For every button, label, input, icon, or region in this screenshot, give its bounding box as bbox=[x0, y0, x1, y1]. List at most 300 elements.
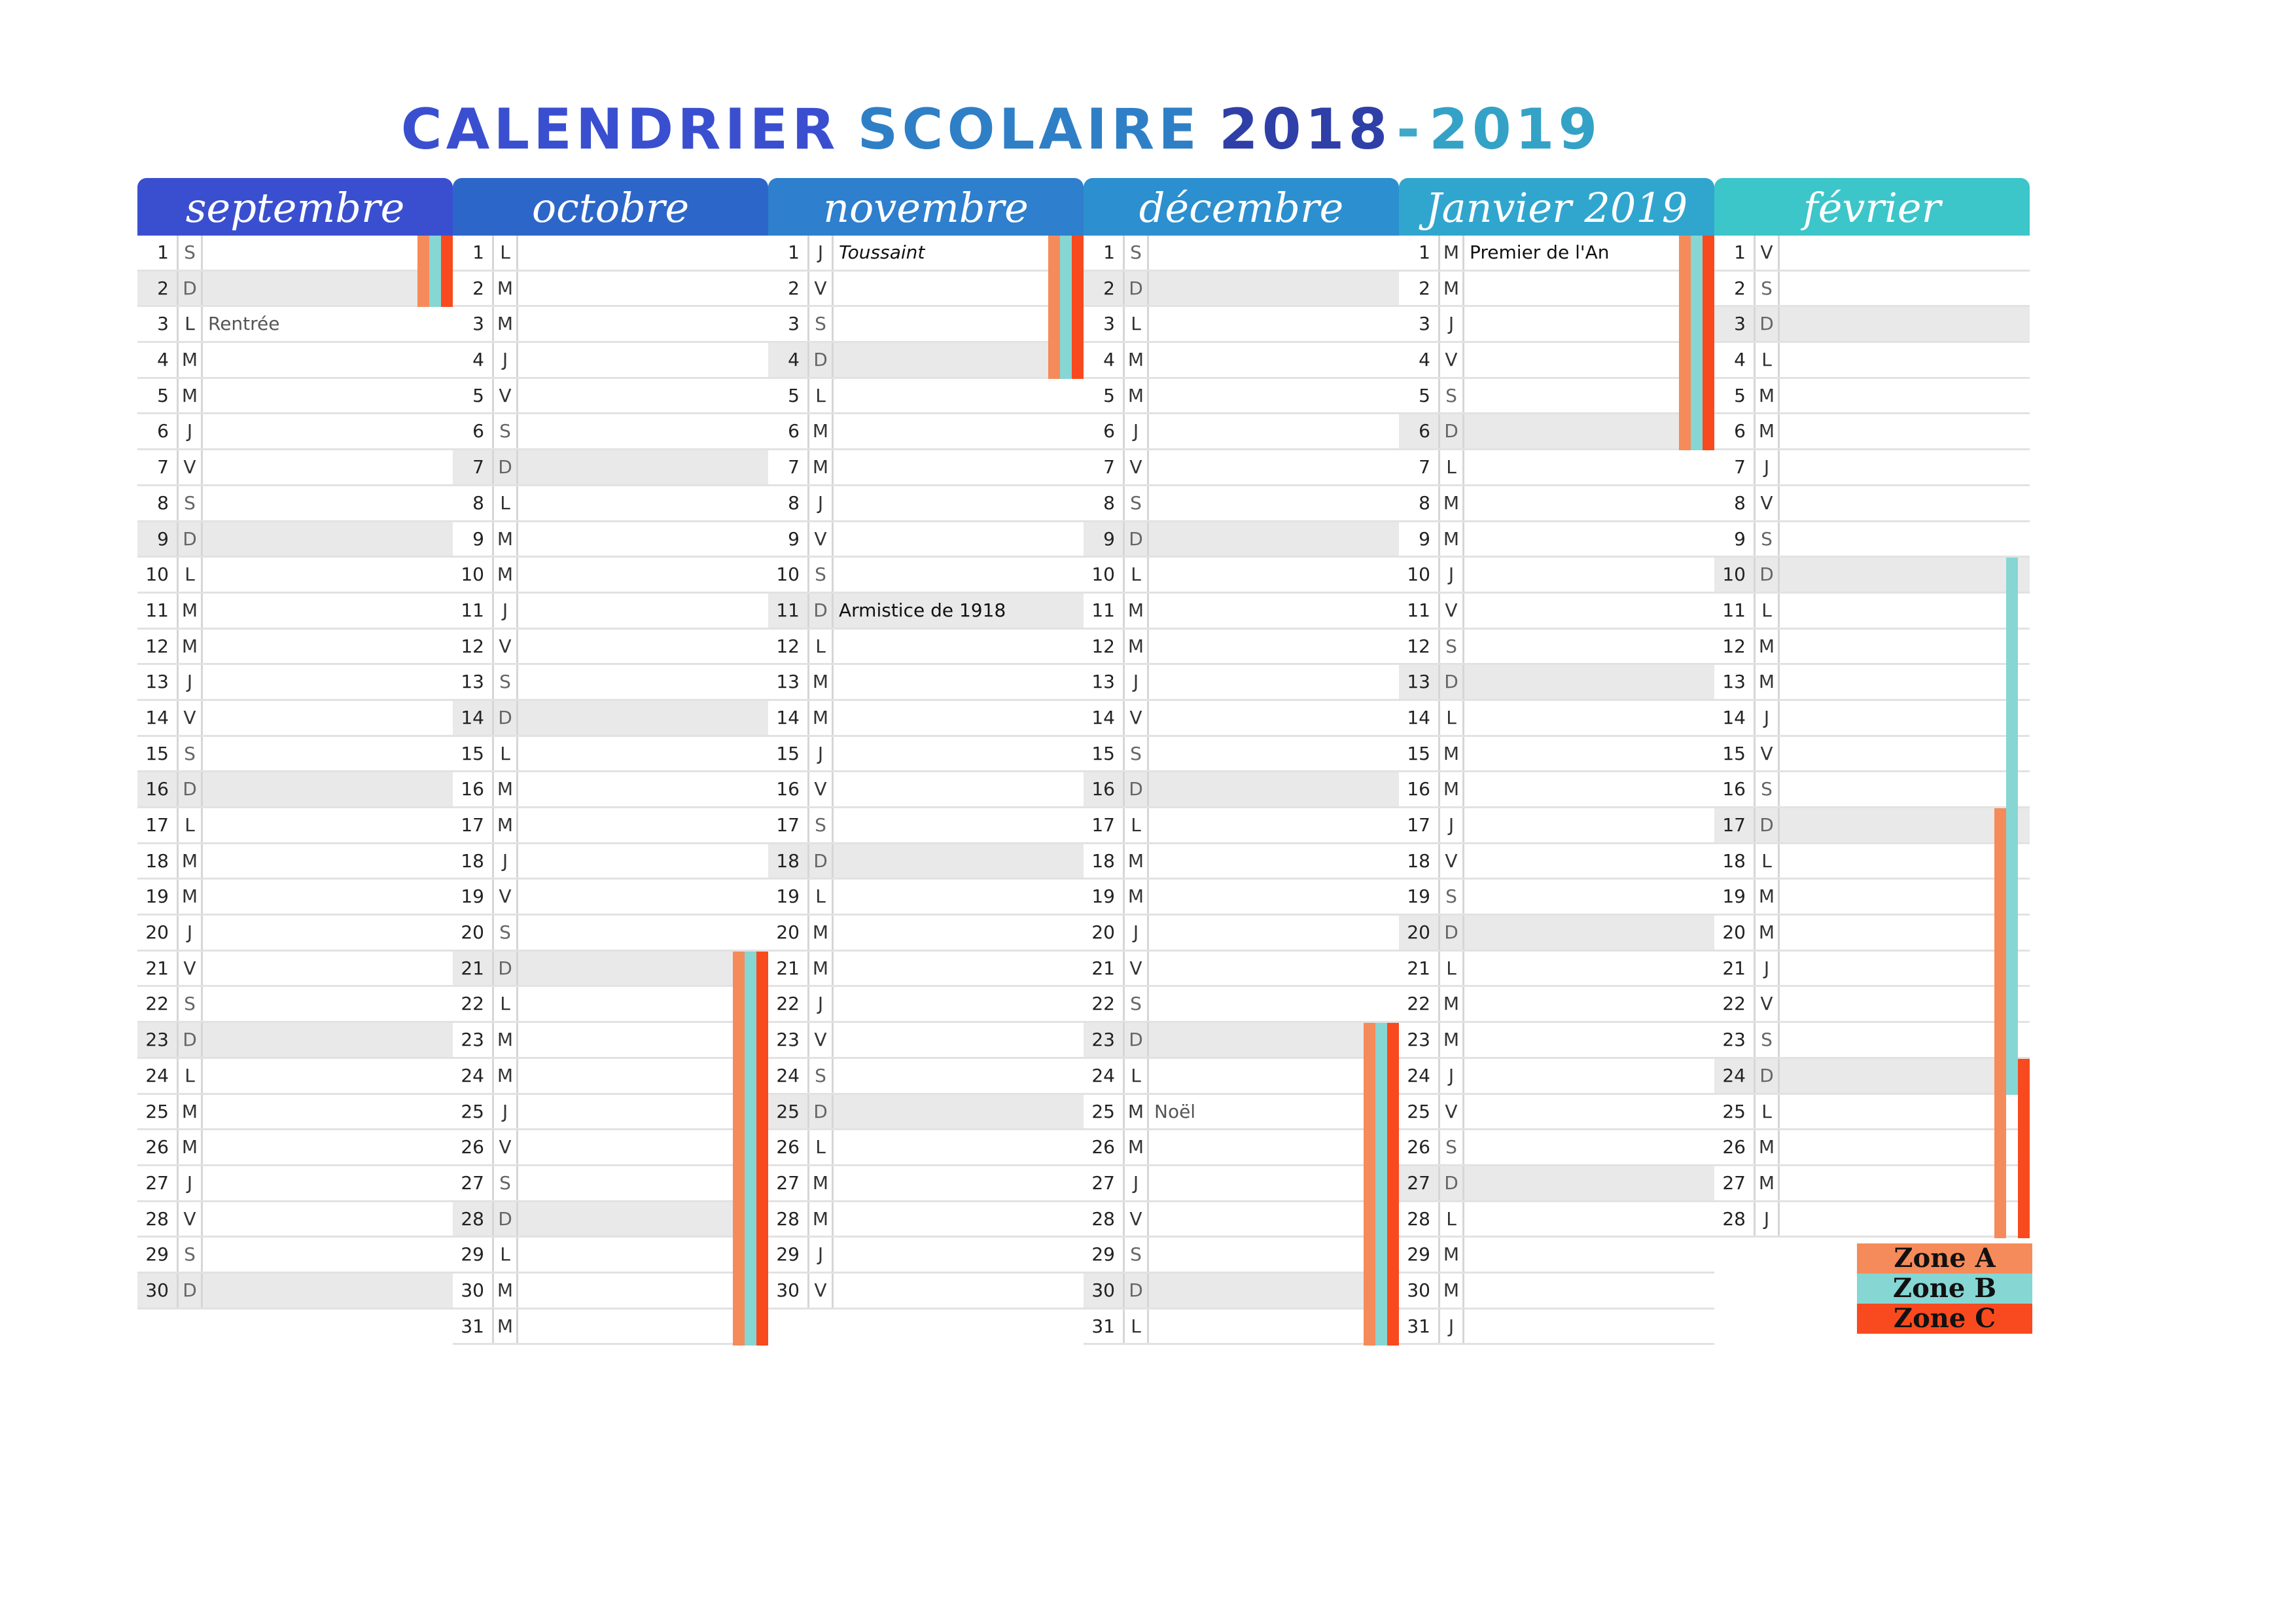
weekday-letter: J bbox=[1754, 952, 1780, 986]
day-row bbox=[1084, 1095, 1399, 1131]
day-row bbox=[1714, 414, 2030, 450]
weekday-letter: S bbox=[177, 1238, 203, 1272]
month-column-0 bbox=[137, 178, 453, 1310]
day-row bbox=[1084, 1130, 1399, 1166]
day-number: 10 bbox=[145, 563, 169, 586]
weekday-letter: M bbox=[807, 952, 834, 986]
weekday-letter: J bbox=[807, 737, 834, 771]
title-year-end: 2019 bbox=[1428, 97, 1602, 162]
day-number: 24 bbox=[1091, 1064, 1115, 1086]
day-row bbox=[137, 450, 453, 486]
day-number: 1 bbox=[472, 241, 484, 263]
day-number: 13 bbox=[1091, 671, 1115, 693]
day-number: 18 bbox=[1091, 849, 1115, 872]
day-number: 19 bbox=[1091, 885, 1115, 908]
day-row bbox=[1714, 701, 2030, 737]
day-number: 24 bbox=[145, 1064, 169, 1086]
day-row bbox=[1399, 844, 1714, 880]
holiday-bar-zb bbox=[745, 952, 756, 1346]
day-number: 6 bbox=[788, 420, 800, 442]
weekday-letter: S bbox=[1123, 1238, 1149, 1272]
day-number: 6 bbox=[1103, 420, 1115, 442]
day-row bbox=[1084, 414, 1399, 450]
day-row bbox=[1714, 450, 2030, 486]
day-number: 30 bbox=[145, 1279, 169, 1301]
weekday-letter: M bbox=[492, 307, 518, 341]
day-number: 5 bbox=[157, 384, 169, 406]
day-number: 24 bbox=[1722, 1064, 1746, 1086]
day-number: 21 bbox=[776, 957, 800, 979]
day-number: 3 bbox=[472, 313, 484, 335]
title-year-start: 2018 bbox=[1218, 97, 1392, 162]
weekday-letter: L bbox=[1438, 1202, 1464, 1236]
day-row bbox=[137, 701, 453, 737]
day-number: 13 bbox=[461, 671, 484, 693]
day-row bbox=[1399, 414, 1714, 450]
weekday-letter: L bbox=[492, 486, 518, 520]
weekday-letter: M bbox=[1754, 1130, 1780, 1164]
day-row bbox=[1399, 594, 1714, 630]
title-word-calendrier: CALENDRIER bbox=[400, 97, 839, 162]
day-event: Noël bbox=[1154, 1100, 1196, 1122]
weekday-letter: L bbox=[1123, 307, 1149, 341]
weekday-letter: M bbox=[177, 844, 203, 878]
day-number: 23 bbox=[1407, 1029, 1430, 1051]
day-row bbox=[1084, 844, 1399, 880]
weekday-letter: S bbox=[807, 558, 834, 592]
weekday-letter: D bbox=[1438, 1166, 1464, 1200]
day-number: 5 bbox=[788, 384, 800, 406]
day-row bbox=[1714, 1023, 2030, 1059]
day-number: 4 bbox=[157, 349, 169, 371]
weekday-letter: L bbox=[1123, 1310, 1149, 1344]
day-number: 29 bbox=[145, 1243, 169, 1266]
day-row bbox=[1399, 379, 1714, 415]
day-row bbox=[768, 772, 1084, 808]
weekday-letter: J bbox=[177, 916, 203, 950]
day-number: 27 bbox=[776, 1171, 800, 1194]
day-row bbox=[1084, 1274, 1399, 1310]
day-event: Toussaint bbox=[839, 241, 925, 263]
weekday-letter: S bbox=[1123, 737, 1149, 771]
day-number: 19 bbox=[461, 885, 484, 908]
day-row bbox=[1084, 952, 1399, 988]
weekday-letter: L bbox=[492, 737, 518, 771]
weekday-letter: L bbox=[177, 307, 203, 341]
weekday-letter: J bbox=[807, 486, 834, 520]
day-number: 7 bbox=[1419, 456, 1430, 478]
day-number: 2 bbox=[472, 277, 484, 299]
day-number: 25 bbox=[145, 1100, 169, 1122]
legend-zone-a: Zone A bbox=[1857, 1243, 2032, 1274]
weekday-letter: V bbox=[807, 522, 834, 556]
day-number: 12 bbox=[1407, 635, 1430, 657]
day-row bbox=[1084, 1238, 1399, 1274]
day-number: 31 bbox=[461, 1315, 484, 1337]
day-number: 27 bbox=[1722, 1171, 1746, 1194]
day-row bbox=[768, 808, 1084, 844]
day-row bbox=[1084, 987, 1399, 1023]
weekday-letter: D bbox=[1123, 772, 1149, 806]
weekday-letter: S bbox=[492, 916, 518, 950]
day-number: 21 bbox=[1407, 957, 1430, 979]
day-row bbox=[1714, 952, 2030, 988]
weekday-letter: M bbox=[807, 1202, 834, 1236]
day-list bbox=[768, 236, 1084, 1310]
weekday-letter: M bbox=[492, 1059, 518, 1093]
weekday-letter: V bbox=[1438, 1095, 1464, 1129]
weekday-letter: M bbox=[1438, 1023, 1464, 1057]
day-row bbox=[137, 343, 453, 379]
holiday-bar-zc bbox=[1072, 236, 1084, 379]
day-row bbox=[137, 844, 453, 880]
day-row bbox=[1399, 272, 1714, 308]
day-number: 25 bbox=[1091, 1100, 1115, 1122]
day-number: 25 bbox=[461, 1100, 484, 1122]
day-number: 18 bbox=[461, 849, 484, 872]
day-number: 30 bbox=[1091, 1279, 1115, 1301]
day-row bbox=[1084, 1166, 1399, 1202]
weekday-letter: J bbox=[807, 236, 834, 270]
day-number: 7 bbox=[788, 456, 800, 478]
day-row bbox=[453, 414, 768, 450]
day-row bbox=[137, 307, 453, 343]
day-row bbox=[768, 880, 1084, 916]
day-number: 17 bbox=[1722, 814, 1746, 836]
day-row bbox=[137, 1023, 453, 1059]
weekday-letter: J bbox=[1123, 916, 1149, 950]
day-row bbox=[1084, 594, 1399, 630]
day-row bbox=[453, 379, 768, 415]
day-number: 30 bbox=[776, 1279, 800, 1301]
day-number: 23 bbox=[145, 1029, 169, 1051]
weekday-letter: D bbox=[177, 272, 203, 306]
day-row bbox=[1084, 772, 1399, 808]
day-row bbox=[1714, 236, 2030, 272]
weekday-letter: M bbox=[1123, 844, 1149, 878]
day-row bbox=[1399, 307, 1714, 343]
weekday-letter: D bbox=[1438, 414, 1464, 448]
month-header: septembre bbox=[137, 178, 453, 236]
day-row bbox=[1399, 1095, 1714, 1131]
day-number: 19 bbox=[1407, 885, 1430, 908]
weekday-letter: M bbox=[492, 1310, 518, 1344]
day-number: 3 bbox=[1103, 313, 1115, 335]
weekday-letter: S bbox=[1438, 630, 1464, 664]
day-number: 3 bbox=[157, 313, 169, 335]
day-row bbox=[1714, 486, 2030, 522]
weekday-letter: S bbox=[1123, 236, 1149, 270]
weekday-letter: M bbox=[1123, 880, 1149, 914]
day-number: 21 bbox=[1722, 957, 1746, 979]
day-number: 16 bbox=[461, 778, 484, 800]
day-row bbox=[137, 1130, 453, 1166]
weekday-letter: J bbox=[1438, 307, 1464, 341]
title-word-scolaire: SCOLAIRE bbox=[857, 97, 1201, 162]
weekday-letter: M bbox=[1123, 1130, 1149, 1164]
weekday-letter: D bbox=[807, 1095, 834, 1129]
day-row bbox=[1084, 272, 1399, 308]
day-number: 18 bbox=[1722, 849, 1746, 872]
holiday-bar-za bbox=[1048, 236, 1060, 379]
day-number: 29 bbox=[461, 1243, 484, 1266]
day-number: 26 bbox=[1722, 1136, 1746, 1158]
day-number: 12 bbox=[776, 635, 800, 657]
day-row bbox=[1084, 737, 1399, 773]
day-row bbox=[453, 450, 768, 486]
legend-zone-c: Zone C bbox=[1857, 1304, 2032, 1334]
day-row bbox=[768, 630, 1084, 666]
day-row bbox=[768, 1059, 1084, 1095]
day-row bbox=[1714, 307, 2030, 343]
weekday-letter: M bbox=[177, 880, 203, 914]
day-row bbox=[768, 665, 1084, 701]
day-row bbox=[768, 450, 1084, 486]
weekday-letter: M bbox=[177, 630, 203, 664]
weekday-letter: M bbox=[1754, 880, 1780, 914]
weekday-letter: M bbox=[807, 701, 834, 735]
day-number: 2 bbox=[1103, 277, 1115, 299]
day-number: 16 bbox=[1407, 778, 1430, 800]
day-number: 16 bbox=[776, 778, 800, 800]
weekday-letter: M bbox=[492, 1274, 518, 1308]
weekday-letter: L bbox=[1754, 844, 1780, 878]
day-number: 23 bbox=[776, 1029, 800, 1051]
weekday-letter: J bbox=[177, 665, 203, 699]
day-row bbox=[1399, 343, 1714, 379]
day-number: 19 bbox=[1722, 885, 1746, 908]
weekday-letter: M bbox=[492, 522, 518, 556]
weekday-letter: V bbox=[807, 1023, 834, 1057]
day-row bbox=[137, 558, 453, 594]
holiday-bar-zb bbox=[2006, 558, 2018, 1095]
weekday-letter: L bbox=[492, 987, 518, 1021]
day-row bbox=[137, 1238, 453, 1274]
day-row bbox=[137, 1274, 453, 1310]
day-number: 10 bbox=[1722, 563, 1746, 586]
day-number: 8 bbox=[157, 491, 169, 514]
day-number: 26 bbox=[1091, 1136, 1115, 1158]
day-row bbox=[1399, 558, 1714, 594]
day-number: 11 bbox=[1091, 599, 1115, 621]
day-row bbox=[1714, 916, 2030, 952]
day-row bbox=[768, 522, 1084, 558]
weekday-letter: D bbox=[1123, 272, 1149, 306]
weekday-letter: V bbox=[1754, 236, 1780, 270]
day-number: 20 bbox=[145, 921, 169, 944]
weekday-letter: S bbox=[177, 737, 203, 771]
weekday-letter: M bbox=[1123, 1095, 1149, 1129]
day-number: 31 bbox=[1407, 1315, 1430, 1337]
day-number: 5 bbox=[1734, 384, 1746, 406]
day-number: 17 bbox=[145, 814, 169, 836]
weekday-letter: J bbox=[1123, 1166, 1149, 1200]
weekday-letter: M bbox=[1754, 630, 1780, 664]
weekday-letter: M bbox=[177, 594, 203, 628]
day-row bbox=[1399, 665, 1714, 701]
day-number: 21 bbox=[1091, 957, 1115, 979]
day-number: 11 bbox=[1407, 599, 1430, 621]
day-number: 27 bbox=[1091, 1171, 1115, 1194]
day-number: 21 bbox=[145, 957, 169, 979]
weekday-letter: V bbox=[492, 880, 518, 914]
holiday-bar-zb bbox=[1375, 1023, 1387, 1345]
weekday-letter: S bbox=[807, 1059, 834, 1093]
day-number: 8 bbox=[788, 491, 800, 514]
weekday-letter: L bbox=[1438, 952, 1464, 986]
day-row bbox=[453, 737, 768, 773]
day-number: 2 bbox=[1734, 277, 1746, 299]
day-row bbox=[768, 307, 1084, 343]
day-row bbox=[1399, 630, 1714, 666]
day-row bbox=[1084, 343, 1399, 379]
weekday-letter: V bbox=[177, 450, 203, 484]
day-row bbox=[137, 1059, 453, 1095]
day-number: 23 bbox=[461, 1029, 484, 1051]
weekday-letter: V bbox=[807, 772, 834, 806]
weekday-letter: J bbox=[492, 594, 518, 628]
day-number: 9 bbox=[1734, 527, 1746, 550]
day-number: 16 bbox=[1091, 778, 1115, 800]
day-row bbox=[1399, 808, 1714, 844]
day-number: 26 bbox=[1407, 1136, 1430, 1158]
weekday-letter: L bbox=[1438, 701, 1464, 735]
holiday-bar-za bbox=[733, 952, 745, 1346]
day-row bbox=[137, 665, 453, 701]
day-row bbox=[453, 272, 768, 308]
day-row bbox=[453, 630, 768, 666]
day-event: Armistice de 1918 bbox=[839, 599, 1006, 621]
day-row bbox=[1714, 1059, 2030, 1095]
holiday-bar-zb bbox=[429, 236, 441, 307]
day-number: 29 bbox=[1407, 1243, 1430, 1266]
day-number: 27 bbox=[461, 1171, 484, 1194]
weekday-letter: M bbox=[1438, 522, 1464, 556]
day-number: 6 bbox=[1419, 420, 1430, 442]
weekday-letter: S bbox=[492, 665, 518, 699]
weekday-letter: J bbox=[1754, 701, 1780, 735]
weekday-letter: M bbox=[807, 450, 834, 484]
day-number: 16 bbox=[145, 778, 169, 800]
month-header: Janvier 2019 bbox=[1399, 178, 1714, 236]
weekday-letter: D bbox=[492, 701, 518, 735]
weekday-letter: D bbox=[807, 844, 834, 878]
weekday-letter: L bbox=[807, 379, 834, 413]
day-number: 4 bbox=[788, 349, 800, 371]
day-row bbox=[1714, 594, 2030, 630]
day-row bbox=[768, 594, 1084, 630]
day-number: 28 bbox=[1091, 1207, 1115, 1230]
month-column-4 bbox=[1399, 178, 1714, 1345]
holiday-bar-za bbox=[417, 236, 429, 307]
day-number: 7 bbox=[1734, 456, 1746, 478]
day-row bbox=[1714, 522, 2030, 558]
weekday-letter: V bbox=[1123, 450, 1149, 484]
day-number: 20 bbox=[776, 921, 800, 944]
day-number: 14 bbox=[1091, 706, 1115, 728]
day-row bbox=[453, 343, 768, 379]
day-number: 4 bbox=[1103, 349, 1115, 371]
weekday-letter: S bbox=[1754, 522, 1780, 556]
day-row bbox=[1084, 916, 1399, 952]
day-number: 2 bbox=[1419, 277, 1430, 299]
weekday-letter: D bbox=[1123, 1274, 1149, 1308]
day-row bbox=[768, 701, 1084, 737]
weekday-letter: M bbox=[1754, 1166, 1780, 1200]
day-row bbox=[137, 808, 453, 844]
day-row bbox=[1399, 916, 1714, 952]
day-row bbox=[453, 987, 768, 1023]
day-number: 8 bbox=[1419, 491, 1430, 514]
weekday-letter: L bbox=[1754, 594, 1780, 628]
day-number: 19 bbox=[776, 885, 800, 908]
day-row bbox=[768, 1095, 1084, 1131]
day-number: 14 bbox=[461, 706, 484, 728]
day-number: 12 bbox=[1722, 635, 1746, 657]
day-number: 1 bbox=[1103, 241, 1115, 263]
day-row bbox=[453, 486, 768, 522]
weekday-letter: M bbox=[1438, 987, 1464, 1021]
day-row bbox=[137, 987, 453, 1023]
day-row bbox=[1399, 1166, 1714, 1202]
weekday-letter: L bbox=[1123, 808, 1149, 842]
day-number: 22 bbox=[1722, 993, 1746, 1015]
day-number: 30 bbox=[461, 1279, 484, 1301]
weekday-letter: V bbox=[1754, 737, 1780, 771]
day-number: 9 bbox=[1103, 527, 1115, 550]
day-row bbox=[1399, 1238, 1714, 1274]
day-list bbox=[453, 236, 768, 1345]
weekday-letter: M bbox=[807, 1166, 834, 1200]
day-row bbox=[137, 772, 453, 808]
day-number: 8 bbox=[1734, 491, 1746, 514]
day-row bbox=[768, 343, 1084, 379]
day-number: 18 bbox=[1407, 849, 1430, 872]
day-number: 22 bbox=[145, 993, 169, 1015]
weekday-letter: V bbox=[1754, 987, 1780, 1021]
weekday-letter: S bbox=[1754, 272, 1780, 306]
day-number: 11 bbox=[145, 599, 169, 621]
weekday-letter: J bbox=[1123, 414, 1149, 448]
day-row bbox=[137, 236, 453, 272]
day-row bbox=[1714, 737, 2030, 773]
weekday-letter: D bbox=[1754, 307, 1780, 341]
day-number: 10 bbox=[776, 563, 800, 586]
day-number: 9 bbox=[472, 527, 484, 550]
day-number: 30 bbox=[1407, 1279, 1430, 1301]
day-number: 28 bbox=[1407, 1207, 1430, 1230]
day-row bbox=[1714, 844, 2030, 880]
day-row bbox=[137, 1166, 453, 1202]
day-row bbox=[137, 486, 453, 522]
weekday-letter: S bbox=[1754, 772, 1780, 806]
weekday-letter: J bbox=[1438, 1059, 1464, 1093]
day-row bbox=[453, 916, 768, 952]
weekday-letter: M bbox=[177, 343, 203, 377]
day-row bbox=[768, 1166, 1084, 1202]
day-row bbox=[768, 1274, 1084, 1310]
weekday-letter: J bbox=[807, 987, 834, 1021]
day-row bbox=[1714, 1130, 2030, 1166]
day-number: 9 bbox=[157, 527, 169, 550]
day-row bbox=[1714, 1095, 2030, 1131]
weekday-letter: L bbox=[1123, 558, 1149, 592]
day-number: 2 bbox=[157, 277, 169, 299]
month-header: novembre bbox=[768, 178, 1084, 236]
day-number: 14 bbox=[776, 706, 800, 728]
weekday-letter: S bbox=[1438, 379, 1464, 413]
day-list bbox=[1399, 236, 1714, 1345]
